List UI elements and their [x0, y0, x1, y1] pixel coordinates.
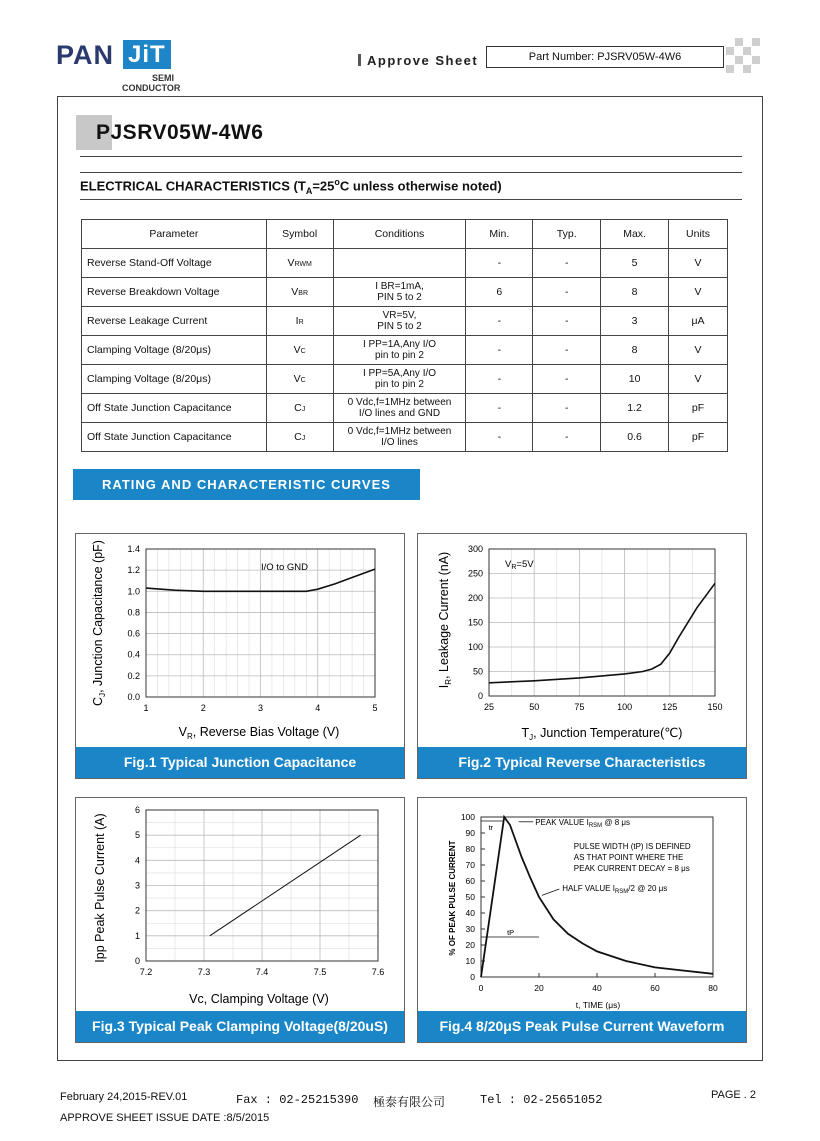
table-row [82, 336, 728, 365]
footer-issue-date: APPROVE SHEET ISSUE DATE :8/5/2015 [60, 1112, 270, 1124]
min-cell: - [466, 307, 533, 336]
y-tick-label: 10 [465, 956, 475, 966]
table-header-cell: Conditions [333, 220, 466, 249]
x-tick-label: 7.5 [313, 967, 327, 977]
y-tick-label: 0.2 [127, 670, 140, 681]
electrical-characteristics-title: ELECTRICAL CHARACTERISTICS ($T_A=25^oC$ unless otherwise noted) [80, 177, 502, 196]
half-value-label: HALF VALUE $I_{RSM}/2$ @ 20 μs [562, 884, 668, 895]
tp-label: tP [507, 928, 515, 937]
fig2-x-axis-label: $T_J$, Junction Temperature(℃) [521, 726, 683, 742]
fig2-chart [418, 534, 746, 747]
y-tick-label: 1 [134, 930, 140, 941]
param-cell: Reverse Breakdown Voltage [82, 278, 267, 307]
y-tick-label: 40 [465, 908, 475, 918]
min-cell: 6 [466, 278, 533, 307]
typ-cell: - [533, 336, 601, 365]
footer-date-rev: February 24,2015-REV.01 [60, 1091, 188, 1103]
fig2-caption: Fig.2 Typical Reverse Characteristics [418, 747, 746, 778]
fig3-x-axis-label: Vc, Clamping Voltage (V) [189, 992, 329, 1006]
y-tick-label: 0 [470, 972, 475, 982]
table-header-cell: Units [669, 220, 728, 249]
unit-cell: pF [669, 423, 728, 452]
x-tick-label: 100 [617, 702, 633, 712]
panjit-logo [56, 38, 186, 93]
y-tick-label: 0.0 [127, 692, 140, 702]
x-tick-label: 40 [592, 983, 602, 993]
table-header-cell: Symbol [266, 220, 333, 249]
x-tick-label: 0 [478, 983, 484, 993]
logo-jit-text: JiT [123, 40, 171, 69]
y-tick-label: 60 [465, 876, 475, 886]
section-divider-bottom [80, 199, 742, 200]
typ-cell: - [533, 278, 601, 307]
footer-tel: Tel : 02-25651052 [480, 1093, 603, 1107]
table-header-cell: Typ. [533, 220, 601, 249]
typ-cell: - [533, 394, 601, 423]
fig1-caption: Fig.1 Typical Junction Capacitance [76, 747, 404, 778]
symbol-cell: VC [266, 336, 333, 365]
y-tick-label: 6 [134, 805, 140, 815]
table-row [82, 394, 728, 423]
param-cell: Reverse Leakage Current [82, 307, 267, 336]
unit-cell: pF [669, 394, 728, 423]
x-tick-label: 3 [257, 703, 264, 713]
y-tick-label: 4 [134, 855, 140, 866]
footer-company: 極泰有限公司 [373, 1096, 446, 1110]
x-tick-label: 20 [534, 983, 544, 993]
half-value-leader-line [542, 889, 559, 895]
x-tick-label: 25 [483, 702, 495, 712]
y-tick-label: 3 [134, 880, 140, 891]
min-cell: - [466, 394, 533, 423]
param-cell: Clamping Voltage (8/20μs) [82, 336, 267, 365]
y-tick-label: 80 [465, 844, 475, 854]
max-cell: 1.2 [601, 394, 669, 423]
footer-fax: Fax : 02-25215390 [236, 1093, 359, 1107]
pulse-width-text-2: AS THAT POINT WHERE THE [573, 853, 684, 862]
title-divider [80, 156, 742, 157]
fig2-panel [417, 533, 747, 779]
y-tick-label: 50 [465, 892, 475, 902]
symbol-cell: VRWM [266, 249, 333, 278]
fig1-x-axis-label: $V_R$, Reverse Bias Voltage (V) [178, 725, 340, 741]
part-number-box: Part Number: PJSRV05W-4W6 [486, 46, 724, 68]
y-tick-label: 30 [465, 924, 475, 934]
symbol-cell: VC [266, 365, 333, 394]
y-tick-label: 0 [134, 956, 140, 966]
symbol-cell: CJ [266, 394, 333, 423]
y-tick-label: 150 [467, 617, 483, 628]
x-tick-label: 125 [662, 702, 678, 712]
table-header-cell: Max. [601, 220, 669, 249]
conditions-cell: VR=5V, PIN 5 to 2 [333, 307, 466, 336]
x-tick-label: 150 [707, 702, 723, 712]
fig4-chart [418, 798, 746, 1011]
y-tick-label: 20 [465, 940, 475, 950]
logo-semi-text: SEMI [151, 73, 174, 83]
y-tick-label: 0.6 [127, 628, 140, 639]
max-cell: 8 [601, 336, 669, 365]
y-tick-label: 1.2 [127, 565, 140, 576]
footer-page: PAGE . 2 [711, 1089, 757, 1101]
table-header-cell: Min. [466, 220, 533, 249]
conditions-cell: I BR=1mA, PIN 5 to 2 [333, 278, 466, 307]
min-cell: - [466, 423, 533, 452]
param-cell: Reverse Stand-Off Voltage [82, 249, 267, 278]
fig1-chart [76, 534, 404, 747]
x-tick-label: 60 [650, 983, 660, 993]
logo-conductor-text: CONDUCTOR [122, 83, 181, 93]
fig1-panel [75, 533, 405, 779]
unit-cell: V [669, 365, 728, 394]
fig4-y-axis-label: % OF PEAK PULSE CURRENT [448, 840, 457, 956]
table-row [82, 307, 728, 336]
min-cell: - [466, 365, 533, 394]
checker-pattern-decoration [726, 38, 760, 74]
fig3-y-axis-label: Ipp Peak Pulse Current (A) [93, 813, 107, 963]
fig3-chart [76, 798, 404, 1011]
page-title: PJSRV05W-4W6 [96, 121, 264, 144]
x-tick-label: 7.6 [371, 967, 385, 977]
table-row [82, 365, 728, 394]
conditions-cell: 0 Vdc,f=1MHz between I/O lines [333, 423, 466, 452]
pulse-width-text-3: PEAK CURRENT DECAY = 8 μs [573, 864, 690, 873]
fig1-annotation: I/O to GND [261, 562, 308, 573]
max-cell: 5 [601, 249, 669, 278]
table-header-row [82, 220, 728, 249]
x-tick-label: 4 [315, 703, 321, 713]
conditions-cell: I PP=5A,Any I/O pin to pin 2 [333, 365, 466, 394]
fig3-panel [75, 797, 405, 1043]
conditions-cell: I PP=1A,Any I/O pin to pin 2 [333, 336, 466, 365]
x-tick-label: 7.4 [255, 967, 269, 977]
x-tick-label: 2 [200, 703, 206, 713]
symbol-cell: CJ [266, 423, 333, 452]
table-row [82, 423, 728, 452]
y-tick-label: 70 [465, 860, 475, 870]
y-tick-label: 100 [467, 642, 483, 652]
series-line [481, 817, 713, 977]
y-tick-label: 1.4 [127, 544, 140, 554]
peak-value-label: PEAK VALUE $I_{RSM}$ @ 8 μs [535, 817, 631, 829]
typ-cell: - [533, 365, 601, 394]
fig2-annotation: $V_R=5V$ [505, 559, 534, 571]
param-cell: Clamping Voltage (8/20μs) [82, 365, 267, 394]
unit-cell: μA [669, 307, 728, 336]
table-row [82, 249, 728, 278]
unit-cell: V [669, 336, 728, 365]
section-divider-top [80, 172, 742, 173]
x-tick-label: 80 [708, 983, 718, 993]
unit-cell: V [669, 249, 728, 278]
electrical-characteristics-table [81, 219, 728, 452]
fig2-y-axis-label: $I_R$, Leakage Current (nA) [437, 551, 453, 689]
y-tick-label: 200 [467, 593, 483, 603]
param-cell: Off State Junction Capacitance [82, 423, 267, 452]
x-tick-label: 7.2 [139, 967, 153, 977]
unit-cell: V [669, 278, 728, 307]
fig4-x-axis-label: t, TIME (μs) [575, 1000, 621, 1010]
conditions-cell [333, 249, 466, 278]
fig3-caption: Fig.3 Typical Peak Clamping Voltage(8/20uS) [76, 1011, 404, 1042]
max-cell: 8 [601, 278, 669, 307]
min-cell: - [466, 249, 533, 278]
symbol-cell: IR [266, 307, 333, 336]
approve-sheet-label: Approve Sheet [358, 53, 478, 68]
max-cell: 10 [601, 365, 669, 394]
pulse-width-text-1: PULSE WIDTH (tP) IS DEFINED [573, 842, 691, 851]
x-tick-label: 50 [529, 702, 540, 712]
fig4-panel [417, 797, 747, 1043]
table-row [82, 278, 728, 307]
y-tick-label: 90 [465, 828, 475, 838]
tr-label: tr [488, 823, 494, 832]
max-cell: 0.6 [601, 423, 669, 452]
min-cell: - [466, 336, 533, 365]
typ-cell: - [533, 307, 601, 336]
y-tick-label: 5 [134, 830, 140, 841]
x-tick-label: 7.3 [197, 967, 211, 977]
fig4-caption: Fig.4 8/20μS Peak Pulse Current Waveform [418, 1011, 746, 1042]
y-tick-label: 50 [472, 666, 483, 677]
y-tick-label: 1.0 [127, 586, 140, 597]
param-cell: Off State Junction Capacitance [82, 394, 267, 423]
conditions-cell: 0 Vdc,f=1MHz between I/O lines and GND [333, 394, 466, 423]
table-header-cell: Parameter [82, 220, 267, 249]
y-tick-label: 250 [467, 568, 483, 579]
symbol-cell: VBR [266, 278, 333, 307]
x-tick-label: 5 [372, 703, 378, 713]
y-tick-label: 0.4 [127, 649, 140, 660]
logo-pan-text: PAN [56, 40, 115, 70]
y-tick-label: 0.8 [127, 607, 140, 618]
typ-cell: - [533, 249, 601, 278]
typ-cell: - [533, 423, 601, 452]
y-tick-label: 100 [460, 812, 475, 822]
y-tick-label: 2 [134, 905, 140, 916]
fig1-y-axis-label: $C_J$, Junction Capacitance (pF) [91, 540, 107, 706]
x-tick-label: 1 [143, 703, 149, 713]
max-cell: 3 [601, 307, 669, 336]
y-tick-label: 0 [477, 691, 483, 701]
curves-banner: RATING AND CHARACTERISTIC CURVES [73, 469, 420, 500]
x-tick-label: 75 [574, 702, 585, 712]
y-tick-label: 300 [467, 544, 483, 554]
